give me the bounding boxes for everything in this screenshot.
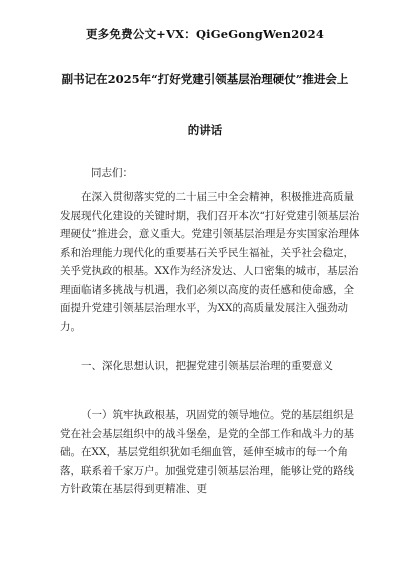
document-title-line-2: 的讲话 (187, 123, 223, 137)
watermark-banner: 更多免费公文+VX：QiGeGongWen2024 (85, 27, 325, 41)
body-paragraph: （一）筑牢执政根基，巩固党的领导地位。党的基层组织是党在社会基层组织中的战斗堡垒，是党的全部工作和战斗力的基础。在XX，基层党组织犹如毛细血管，延伸至城市的每一个角落，联系着千家万户。加强党建引领基层治理，能够让党的路线方针政策在基层得到更精准、更 (60, 409, 354, 495)
intro-paragraph: 在深入贯彻落实党的二十届三中全会精神，积极推进高质量发展现代化建设的关键时期，我们召开本次“打好党建引领基层治理硬仗”推进会，意义重大。党建引领基层治理是夯实国家治理体系和治理能力现代化的重要基石关乎民生福祉，关乎社会稳定，关乎党执政的根基。XX作为经济发达、人口密集的城市，基层治理面临诸多挑战与机遇，我们必须以高度的责任感和使命感，全面提升党建引领基层治理水平，为XX的高质量发展注入强劲动力。 (60, 191, 360, 333)
section-heading: 一、深化思想认识，把握党建引领基层治理的重要意义 (81, 360, 333, 372)
document-title-line-1: 副书记在2025年“打好党建引领基层治理硬仗”推进会上 (61, 72, 349, 86)
greeting: 同志们： (91, 167, 133, 179)
